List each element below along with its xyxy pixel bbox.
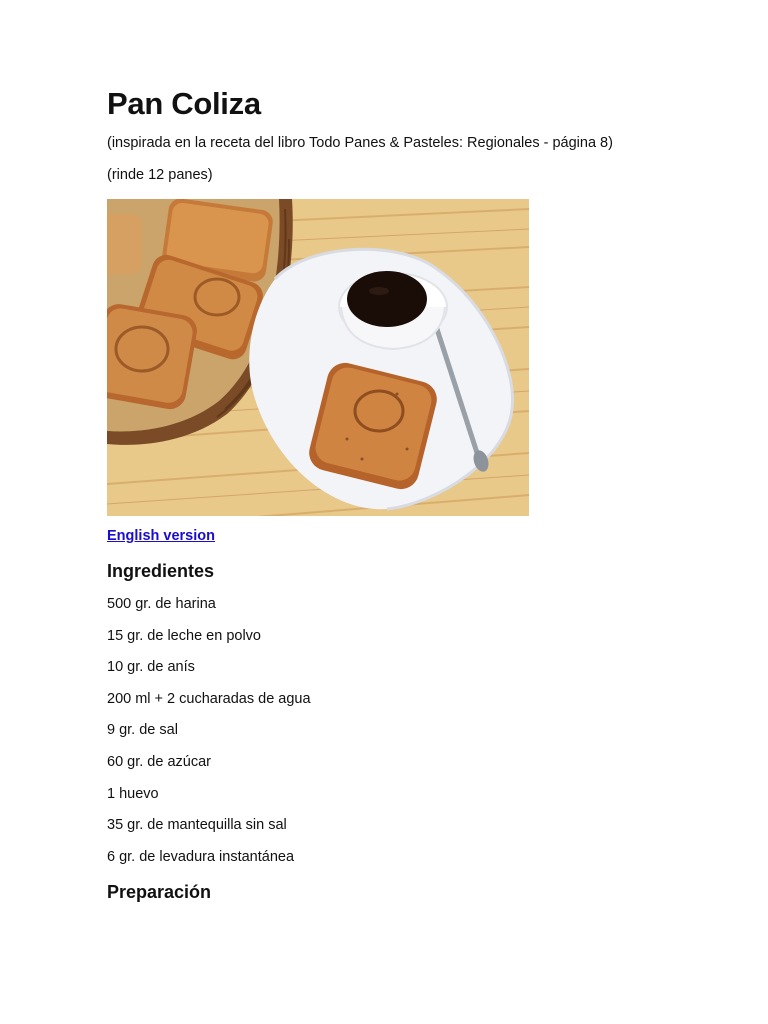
ingredient-item: 500 gr. de harina bbox=[107, 596, 216, 612]
english-version-link[interactable]: English version bbox=[107, 528, 215, 544]
ingredient-item: 15 gr. de leche en polvo bbox=[107, 628, 261, 644]
yield-note: (rinde 12 panes) bbox=[107, 167, 213, 183]
ingredient-item: 60 gr. de azúcar bbox=[107, 754, 211, 770]
ingredient-item: 35 gr. de mantequilla sin sal bbox=[107, 817, 287, 833]
preparation-heading: Preparación bbox=[107, 882, 212, 902]
source-note: (inspirada en la receta del libro Todo Panes & Pasteles: Regionales - página 8) bbox=[107, 135, 613, 151]
ingredient-item: 1 huevo bbox=[107, 786, 159, 802]
ingredient-item: 6 gr. de levadura instantánea bbox=[107, 849, 295, 865]
recipe-photo bbox=[107, 199, 529, 516]
ingredient-item: 9 gr. de sal bbox=[107, 722, 178, 738]
ingredient-item: 200 ml + 2 cucharadas de agua bbox=[107, 691, 311, 707]
page-title: Pan Coliza bbox=[107, 86, 261, 121]
ingredient-item: 10 gr. de anís bbox=[107, 659, 195, 675]
ingredients-heading: Ingredientes bbox=[107, 561, 215, 581]
